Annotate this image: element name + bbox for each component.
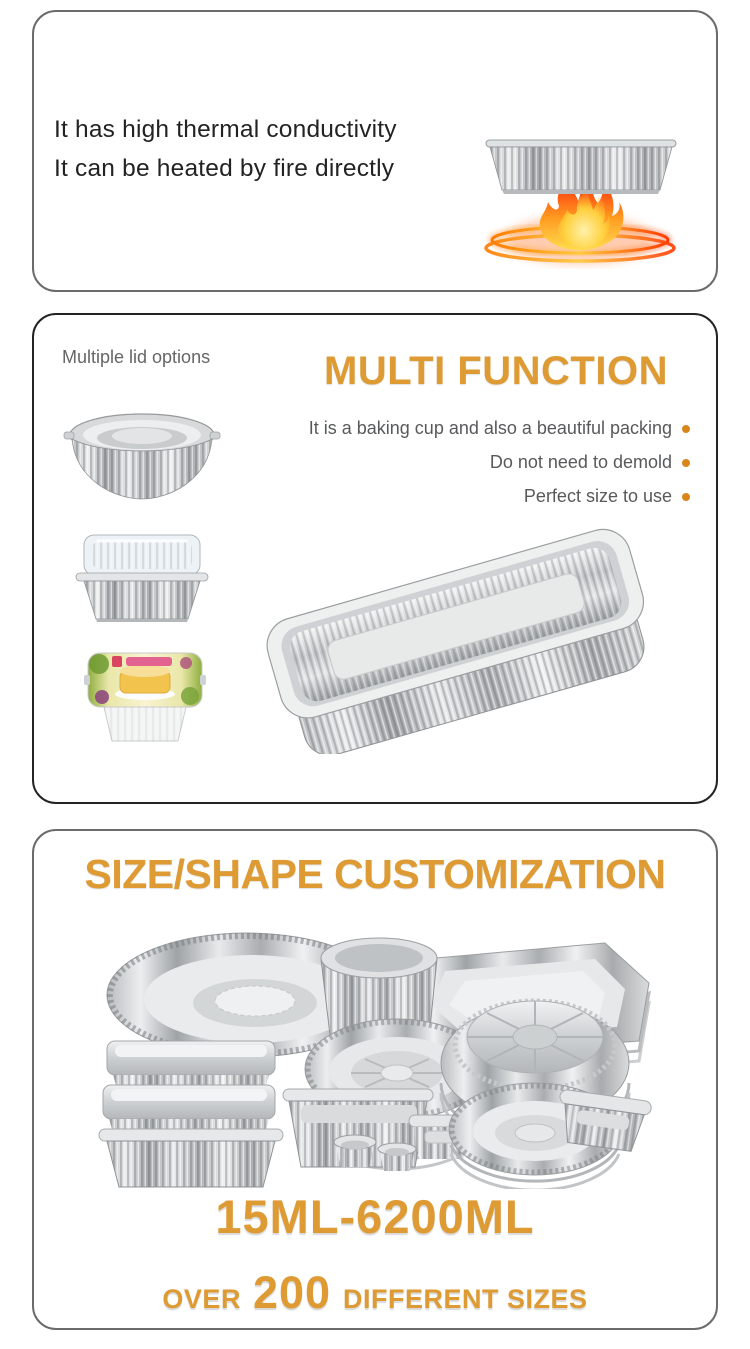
feature-bullet-text: It is a baking cup and also a beautiful packing (308, 418, 672, 438)
foil-container-printed-lid-image (82, 649, 208, 745)
thermal-conductivity-card (32, 10, 718, 292)
long-foil-loaf-pan-image (252, 512, 666, 754)
assorted-foil-containers-image (87, 903, 667, 1189)
feature-bullet (309, 452, 690, 473)
feature-bullet (309, 418, 690, 439)
foil-tray-over-fire-image (462, 128, 700, 276)
bullet-dot-icon (682, 425, 690, 433)
sizes-prefix: OVER (162, 1284, 241, 1314)
customization-title: SIZE/SHAPE CUSTOMIZATION (84, 851, 666, 897)
lid-options-label: Multiple lid options (62, 347, 211, 367)
feature-bullet-text: Perfect size to use (523, 486, 672, 506)
multi-function-card (32, 313, 718, 804)
size-range-text: 15ML-6200ML (215, 1190, 535, 1243)
feature-bullet-list (309, 418, 690, 507)
bullet-dot-icon (682, 459, 690, 467)
thermal-line-2: It can be heated by fire directly (54, 155, 395, 182)
multi-function-title: MULTI FUNCTION (324, 349, 668, 393)
thermal-text-block (54, 110, 397, 188)
foil-container-clear-lid-image (58, 527, 226, 625)
feature-bullet-text: Do not need to demold (489, 452, 672, 472)
size-shape-customization-card (32, 829, 718, 1330)
feature-bullet (309, 486, 690, 507)
sizes-count-line (34, 1267, 716, 1319)
sizes-suffix: DIFFERENT SIZES (343, 1284, 588, 1314)
sizes-count: 200 (252, 1267, 332, 1318)
bullet-dot-icon (682, 493, 690, 501)
round-foil-bowl-image (62, 401, 222, 511)
thermal-line-1: It has high thermal conductivity (54, 116, 397, 143)
